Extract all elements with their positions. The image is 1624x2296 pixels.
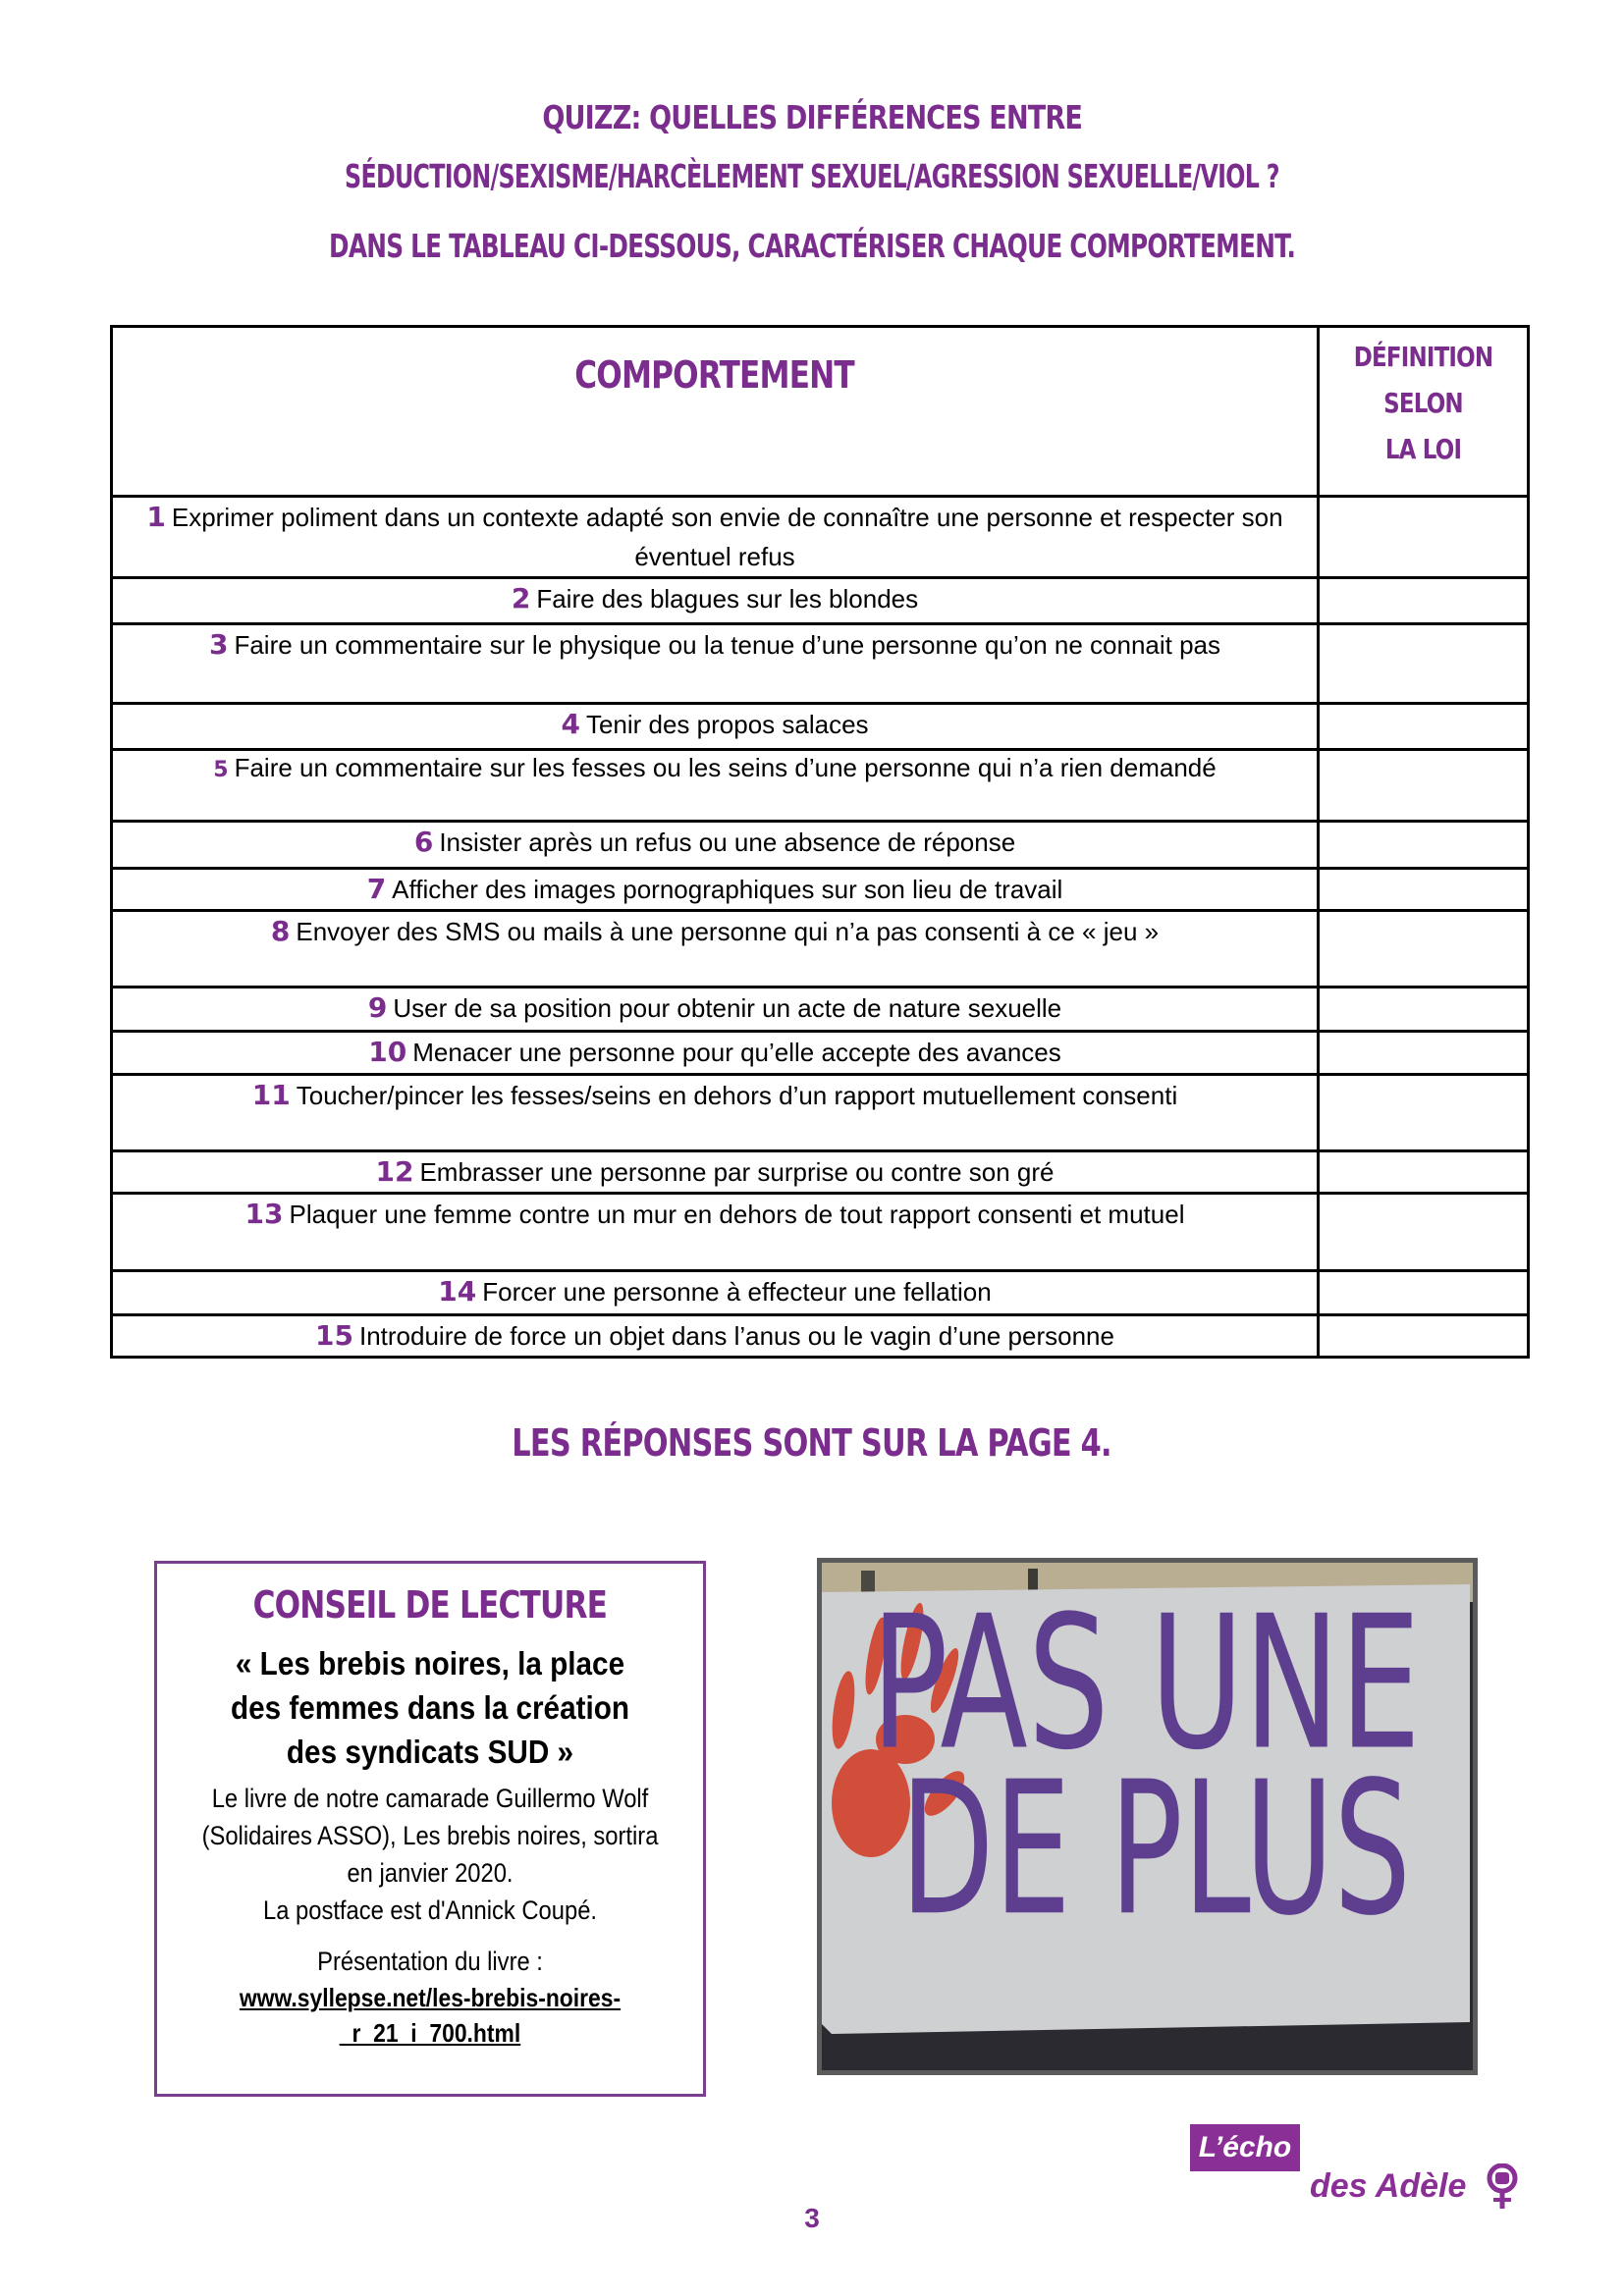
behavior-text: Exprimer poliment dans un contexte adapté son envie de connaître une personne et respecter son éventuel refus	[171, 503, 1283, 571]
item-number: 7	[366, 873, 387, 905]
table-row	[112, 1032, 1529, 1075]
item-number: 12	[375, 1155, 414, 1188]
item-number: 11	[251, 1079, 291, 1111]
behavior-text: Toucher/pincer les fesses/seins en dehors d’un rapport mutuellement consenti	[296, 1081, 1178, 1110]
behavior-cell	[112, 1075, 1319, 1151]
table-row	[112, 750, 1529, 822]
book-description: Le livre de notre camarade Guillermo Wolf (Solidaires ASSO), Les brebis noires, sortira en janvier 2020. La postface est d'Annick Coupé.	[201, 1784, 659, 1925]
definition-answer-cell[interactable]	[1319, 988, 1529, 1032]
behavior-cell	[112, 497, 1319, 578]
definition-answer-cell[interactable]	[1319, 1315, 1529, 1358]
table-row	[112, 497, 1529, 578]
definition-answer-cell[interactable]	[1319, 1032, 1529, 1075]
table-row	[112, 704, 1529, 750]
behavior-text: Faire des blagues sur les blondes	[536, 584, 919, 614]
header-definition: DÉFINITION SELON LA LOI	[1319, 327, 1529, 497]
behavior-text: Menacer une personne pour qu’elle accepte des avances	[412, 1038, 1061, 1067]
answers-note: LES RÉPONSES SONT SUR LA PAGE 4.	[512, 1421, 1112, 1465]
presentation-label: Présentation du livre :	[317, 1947, 543, 1976]
book-link[interactable]: www.syllepse.net/les-brebis-noires- _r_21_i_700.html	[239, 1983, 622, 2048]
quiz-title-line-2: SÉDUCTION/SEXISME/HARCÈLEMENT SEXUEL/AGRESSION SEXUELLE/VIOL ?	[345, 157, 1279, 195]
definition-answer-cell[interactable]	[1319, 497, 1529, 578]
item-number: 2	[511, 582, 531, 614]
definition-answer-cell[interactable]	[1319, 1075, 1529, 1151]
sign-text-line-1: PAS UNE	[871, 1576, 1421, 1791]
table-row	[112, 1075, 1529, 1151]
behavior-text: Faire un commentaire sur le physique ou la tenue d’une personne qu’on ne connait pas	[234, 630, 1221, 660]
definition-answer-cell[interactable]	[1319, 750, 1529, 822]
definition-answer-cell[interactable]	[1319, 704, 1529, 750]
behavior-text: Embrasser une personne par surprise ou contre son gré	[419, 1157, 1055, 1187]
behavior-text: Faire un commentaire sur les fesses ou les seins d’une personne qui n’a rien demandé	[234, 753, 1217, 782]
book-title: « Les brebis noires, la place des femmes dans la création des syndicats SUD »	[230, 1645, 630, 1770]
definition-answer-cell[interactable]	[1319, 1151, 1529, 1194]
table-row	[112, 1151, 1529, 1194]
behavior-cell	[112, 624, 1319, 704]
definition-answer-cell[interactable]	[1319, 1271, 1529, 1315]
item-number: 10	[368, 1036, 407, 1068]
behavior-text: Afficher des images pornographiques sur son lieu de travail	[392, 875, 1063, 904]
protest-sign-illustration	[822, 1563, 1473, 2070]
table-row	[112, 822, 1529, 869]
behavior-text: Envoyer des SMS ou mails à une personne qui n’a pas consenti à ce « jeu »	[296, 917, 1160, 946]
behavior-text: Plaquer une femme contre un mur en dehors de tout rapport consenti et mutuel	[289, 1200, 1185, 1229]
definition-answer-cell[interactable]	[1319, 869, 1529, 911]
sign-text-line-2: DE PLUS	[900, 1741, 1411, 1957]
reading-tip-box	[154, 1561, 706, 2097]
quiz-instruction: DANS LE TABLEAU CI-DESSOUS, CARACTÉRISER CHAQUE COMPORTEMENT.	[328, 227, 1296, 265]
behavior-cell	[112, 578, 1319, 624]
definition-answer-cell[interactable]	[1319, 911, 1529, 988]
table-row	[112, 578, 1529, 624]
table-row	[112, 1194, 1529, 1271]
table-header-row	[112, 327, 1529, 497]
page-number: 3	[804, 2203, 820, 2233]
behavior-cell	[112, 988, 1319, 1032]
item-number: 13	[244, 1198, 284, 1230]
protest-sign-photo	[817, 1558, 1478, 2075]
definition-answer-cell[interactable]	[1319, 822, 1529, 869]
behavior-text: Forcer une personne à effecteur une fellation	[482, 1277, 992, 1307]
item-number: 14	[438, 1275, 477, 1308]
item-number: 3	[208, 628, 229, 661]
behavior-cell	[112, 1032, 1319, 1075]
brand-echo: L’écho	[1190, 2124, 1300, 2171]
brand-adele: des Adèle	[1310, 2167, 1467, 2205]
behavior-cell	[112, 911, 1319, 988]
table-row	[112, 1315, 1529, 1358]
table-row	[112, 869, 1529, 911]
table-row	[112, 911, 1529, 988]
behavior-text: Tenir des propos salaces	[585, 710, 869, 739]
item-number: 9	[367, 991, 388, 1024]
table-row	[112, 624, 1529, 704]
behavior-cell	[112, 1194, 1319, 1271]
behavior-text: Introduire de force un objet dans l’anus ou le vagin d’une personne	[358, 1321, 1114, 1351]
quiz-table	[110, 325, 1530, 1359]
behavior-cell	[112, 704, 1319, 750]
definition-answer-cell[interactable]	[1319, 1194, 1529, 1271]
behavior-text: User de sa position pour obtenir un acte de nature sexuelle	[393, 993, 1062, 1023]
table-row	[112, 1271, 1529, 1315]
definition-answer-cell[interactable]	[1319, 578, 1529, 624]
behavior-text: Insister après un refus ou une absence de réponse	[439, 828, 1016, 857]
quiz-title-line-1: QUIZZ: QUELLES DIFFÉRENCES ENTRE	[542, 98, 1082, 136]
table-row	[112, 988, 1529, 1032]
reading-tip-heading: CONSEIL DE LECTURE	[252, 1583, 608, 1627]
item-number: 1	[146, 501, 166, 533]
header-behavior: COMPORTEMENT	[112, 327, 1319, 497]
item-number: 15	[315, 1319, 353, 1352]
behavior-cell	[112, 1151, 1319, 1194]
behavior-cell	[112, 869, 1319, 911]
definition-answer-cell[interactable]	[1319, 624, 1529, 704]
item-number: 4	[561, 708, 580, 740]
item-number: 6	[413, 826, 434, 858]
behavior-cell	[112, 750, 1319, 822]
behavior-cell	[112, 1271, 1319, 1315]
behavior-cell	[112, 822, 1319, 869]
item-number: 5	[213, 758, 229, 782]
item-number: 8	[270, 915, 291, 947]
behavior-cell	[112, 1315, 1319, 1358]
